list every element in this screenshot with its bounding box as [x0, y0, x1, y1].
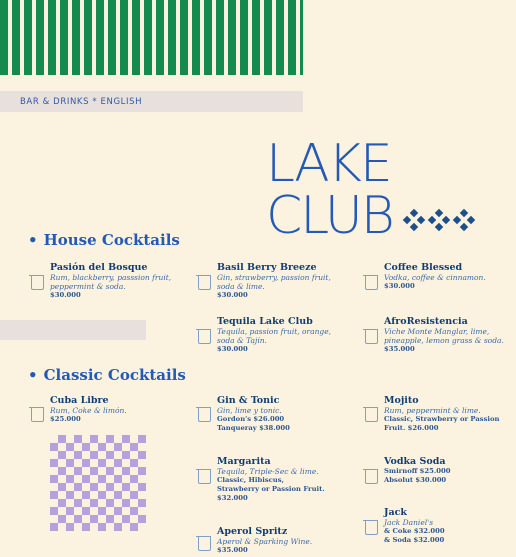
item-price: Gordon's $26.000: [217, 415, 285, 423]
menu-item-mojito: [384, 395, 516, 433]
menu-item-vodka-soda: [384, 456, 516, 485]
item-desc: Gin, lime y tonic.: [217, 406, 282, 415]
item-desc: Rum, Coke & limón.: [50, 406, 127, 415]
menu-item-afroresistencia: [384, 316, 516, 354]
grey-band-decoration: [0, 320, 146, 340]
glass-icon: [365, 521, 378, 535]
bullet: •: [28, 366, 38, 384]
diamond-cluster-icon: [404, 210, 424, 230]
item-desc: Viche Monte Manglar, lime,: [384, 327, 490, 336]
glass-icon: [365, 408, 378, 422]
diamond-cluster-icon: [429, 210, 449, 230]
item-price: $25.000: [50, 415, 81, 423]
item-desc: Tequila, Triple-Sec & lime.: [217, 467, 319, 476]
item-name: Tequila Lake Club: [217, 316, 313, 327]
menu-item-aperol-spritz: [217, 526, 357, 555]
glass-icon: [365, 470, 378, 484]
item-price: Absolut $30.000: [384, 476, 447, 484]
item-name: Gin & Tonic: [217, 395, 280, 406]
item-price: $35.000: [217, 546, 248, 554]
item-desc: soda & Tajín.: [217, 336, 267, 345]
item-desc: Gin, strawberry, passion fruit,: [217, 273, 331, 282]
item-price: Fruit. $26.000: [384, 424, 439, 432]
menu-item-basil: [217, 262, 357, 300]
item-name: AfroResistencia: [384, 316, 468, 327]
menu-item-cuba-libre: [50, 395, 190, 424]
item-price: $32.000: [217, 494, 248, 502]
glass-icon: [365, 276, 378, 290]
glass-icon: [198, 330, 211, 344]
item-price: $30.000: [50, 291, 81, 299]
glass-icon: [31, 276, 44, 290]
item-name: Mojito: [384, 395, 419, 406]
item-desc: soda & lime.: [217, 282, 265, 291]
item-price: $30.000: [217, 291, 248, 299]
item-price: Smirnoff $25.000: [384, 467, 451, 475]
item-price: Classic, Hibiscus,: [217, 476, 284, 484]
item-name: Cuba Libre: [50, 395, 109, 406]
menu-item-margarita: [217, 456, 357, 503]
item-name: Vodka Soda: [384, 456, 446, 467]
glass-icon: [198, 408, 211, 422]
glass-icon: [31, 408, 44, 422]
green-stripes-decoration: [0, 0, 303, 75]
section-title-classic: [28, 366, 186, 384]
item-desc: Jack Daniel's: [384, 518, 434, 527]
item-desc: pineapple, lemon grass & soda.: [384, 336, 504, 345]
menu-item-tequila-lake-club: [217, 316, 357, 354]
diamond-cluster-icon: [454, 210, 474, 230]
item-desc: Vodka, coffee & cinnamon.: [384, 273, 486, 282]
header-band-text: BAR & DRINKS * ENGLISH: [20, 96, 143, 107]
menu-item-pasion: [50, 262, 190, 300]
item-price: Strawberry or Passion Fruit.: [217, 485, 325, 493]
item-desc: Rum, peppermint & lime.: [384, 406, 481, 415]
menu-item-gin-tonic: [217, 395, 357, 433]
item-name: Aperol Spritz: [217, 526, 288, 537]
item-price: & Soda $32.000: [384, 536, 445, 544]
item-desc: Rum, blackberry, passsion fruit,: [50, 273, 172, 282]
section-title-house: [28, 231, 180, 249]
section-title-text: House Cocktails: [43, 231, 180, 249]
item-desc: peppermint & soda.: [50, 282, 126, 291]
item-price: $30.000: [217, 345, 248, 353]
item-desc: Tequila, passion fruit, orange,: [217, 327, 332, 336]
item-name: Jack: [384, 507, 408, 518]
item-price: Tanqueray $38.000: [217, 424, 290, 432]
item-name: Pasión del Bosque: [50, 262, 148, 273]
menu-item-coffee: [384, 262, 516, 291]
item-price: Classic, Strawberry or Passion: [384, 415, 500, 423]
header-band: [0, 91, 303, 112]
glass-icon: [198, 276, 211, 290]
glass-icon: [198, 470, 211, 484]
item-name: Margarita: [217, 456, 271, 467]
item-price: $35.000: [384, 345, 415, 353]
menu-item-jack: [384, 507, 516, 545]
glass-icon: [198, 537, 211, 551]
item-price: $30.000: [384, 282, 415, 290]
glass-icon: [365, 330, 378, 344]
section-title-text: Classic Cocktails: [43, 366, 186, 384]
bullet: •: [28, 231, 38, 249]
item-name: Basil Berry Breeze: [217, 262, 317, 273]
item-desc: Aperol & Sparking Wine.: [217, 537, 313, 546]
item-price: & Coke $32.000: [384, 527, 445, 535]
checkered-pattern-decoration: [50, 435, 146, 531]
item-name: Coffee Blessed: [384, 262, 463, 273]
diamond-decoration: [404, 210, 474, 230]
page-title: LAKE CLUB: [266, 134, 393, 246]
